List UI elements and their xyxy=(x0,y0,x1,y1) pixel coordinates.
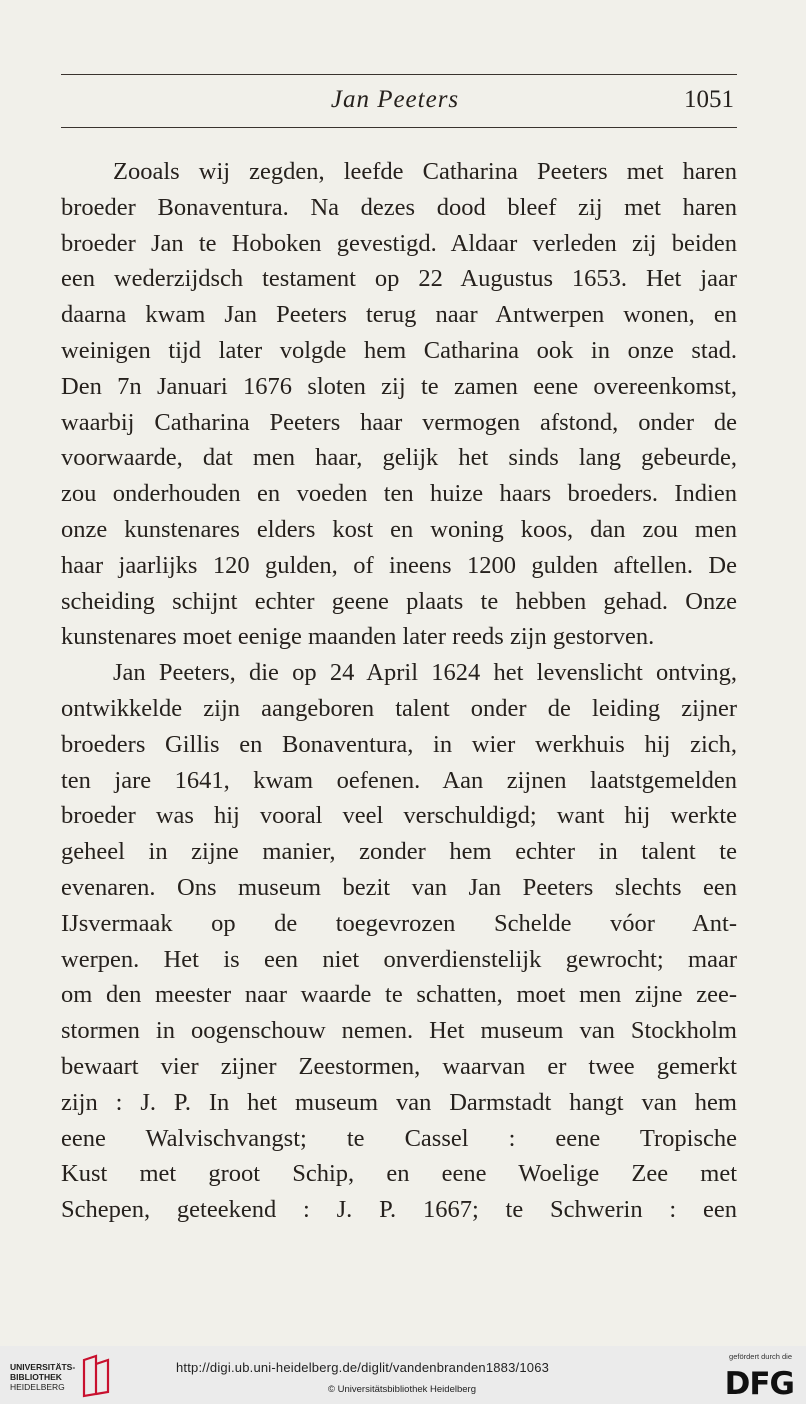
text-line: broeders Gillis en Bonaventura, in wier werkhuis hij zich, xyxy=(61,730,737,758)
body-text xyxy=(61,154,737,1228)
text-line: waarbij Catharina Peeters haar vermogen afstond, onder de xyxy=(61,408,737,436)
text-line: evenaren. Ons museum bezit van Jan Peeters slechts een xyxy=(61,873,737,901)
text-line: voorwaarde, dat men haar, gelijk het sinds lang gebeurde, xyxy=(61,444,737,472)
header-rule-top xyxy=(61,74,737,75)
text-line: Schepen, geteekend : J. P. 1667; te Schwerin : een xyxy=(61,1196,737,1224)
university-name-line1: UNIVERSITÄTS- xyxy=(10,1362,76,1372)
text-line: werpen. Het is een niet onverdienstelijk gewrocht; maar xyxy=(61,945,737,973)
header-rule-bottom xyxy=(61,127,737,128)
university-name-line3: HEIDELBERG xyxy=(10,1382,65,1392)
text-line: onze kunstenares elders kost en woning koos, dan zou men xyxy=(61,515,737,543)
text-line: om den meester naar waarde te schatten, moet men zijne zee- xyxy=(61,981,737,1009)
running-title: Jan Peeters xyxy=(330,86,460,113)
text-line: ontwikkelde zijn aangeboren talent onder de leiding zijner xyxy=(61,694,737,722)
text-line: IJsvermaak op de toegevrozen Schelde vóor Ant- xyxy=(61,909,737,937)
text-line: zijn : J. P. In het museum van Darmstadt hangt van hem xyxy=(61,1088,737,1116)
text-line: broeder Jan te Hoboken gevestigd. Aldaar verleden zij beiden xyxy=(61,229,737,257)
text-line: Jan Peeters, die op 24 April 1624 het levenslicht ontving, xyxy=(113,659,737,687)
text-line: scheiding schijnt echter geene plaats te hebben gehad. Onze xyxy=(61,587,737,615)
text-line: geheel in zijne manier, zonder hem echter in talent te xyxy=(61,838,737,866)
sponsor-label: gefördert durch die xyxy=(729,1352,792,1361)
text-line: Kust met groot Schip, en eene Woelige Zee met xyxy=(61,1160,737,1188)
text-line: Zooals wij zegden, leefde Catharina Peeters met haren xyxy=(113,158,737,185)
text-line: zou onderhouden en voeden ten huize haars broeders. Indien xyxy=(61,480,737,508)
footer-bar xyxy=(0,1346,806,1404)
source-url-link[interactable]: http://digi.ub.uni-heidelberg.de/diglit/vandenbranden1883/1063 xyxy=(176,1360,550,1375)
copyright-notice: © Universitätsbibliothek Heidelberg xyxy=(328,1384,476,1395)
text-line: kunstenares moet eenige maanden later reeds zijn gestorven. xyxy=(61,623,655,651)
university-name-line2: BIBLIOTHEK xyxy=(10,1372,62,1382)
text-line: broeder was hij vooral veel verschuldigd; want hij werkte xyxy=(61,802,737,830)
page-number: 1051 xyxy=(684,86,734,113)
text-line: haar jaarlijks 120 gulden, of ineens 1200 gulden aftellen. De xyxy=(61,551,737,579)
text-line: stormen in oogenschouw nemen. Het museum van Stockholm xyxy=(61,1017,737,1045)
text-line: eene Walvischvangst; te Cassel : eene Tropische xyxy=(61,1124,737,1152)
text-line: broeder Bonaventura. Na dezes dood bleef zij met haren xyxy=(61,193,737,221)
text-line: ten jare 1641, kwam oefenen. Aan zijnen laatstgemelden xyxy=(61,766,737,794)
text-line: bewaart vier zijner Zeestormen, waarvan er twee gemerkt xyxy=(61,1052,737,1080)
text-line: een wederzijdsch testament op 22 Augustus 1653. Het jaar xyxy=(61,265,737,293)
university-logo-icon xyxy=(78,1354,114,1398)
text-line: weinigen tijd later volgde hem Catharina ook in onze stad. xyxy=(61,336,737,364)
text-line: Den 7n Januari 1676 sloten zij te zamen eene overeenkomst, xyxy=(61,372,737,400)
university-library-name xyxy=(10,1362,75,1392)
text-line: daarna kwam Jan Peeters terug naar Antwerpen wonen, en xyxy=(61,301,737,329)
dfg-logo: DFG xyxy=(724,1366,794,1402)
